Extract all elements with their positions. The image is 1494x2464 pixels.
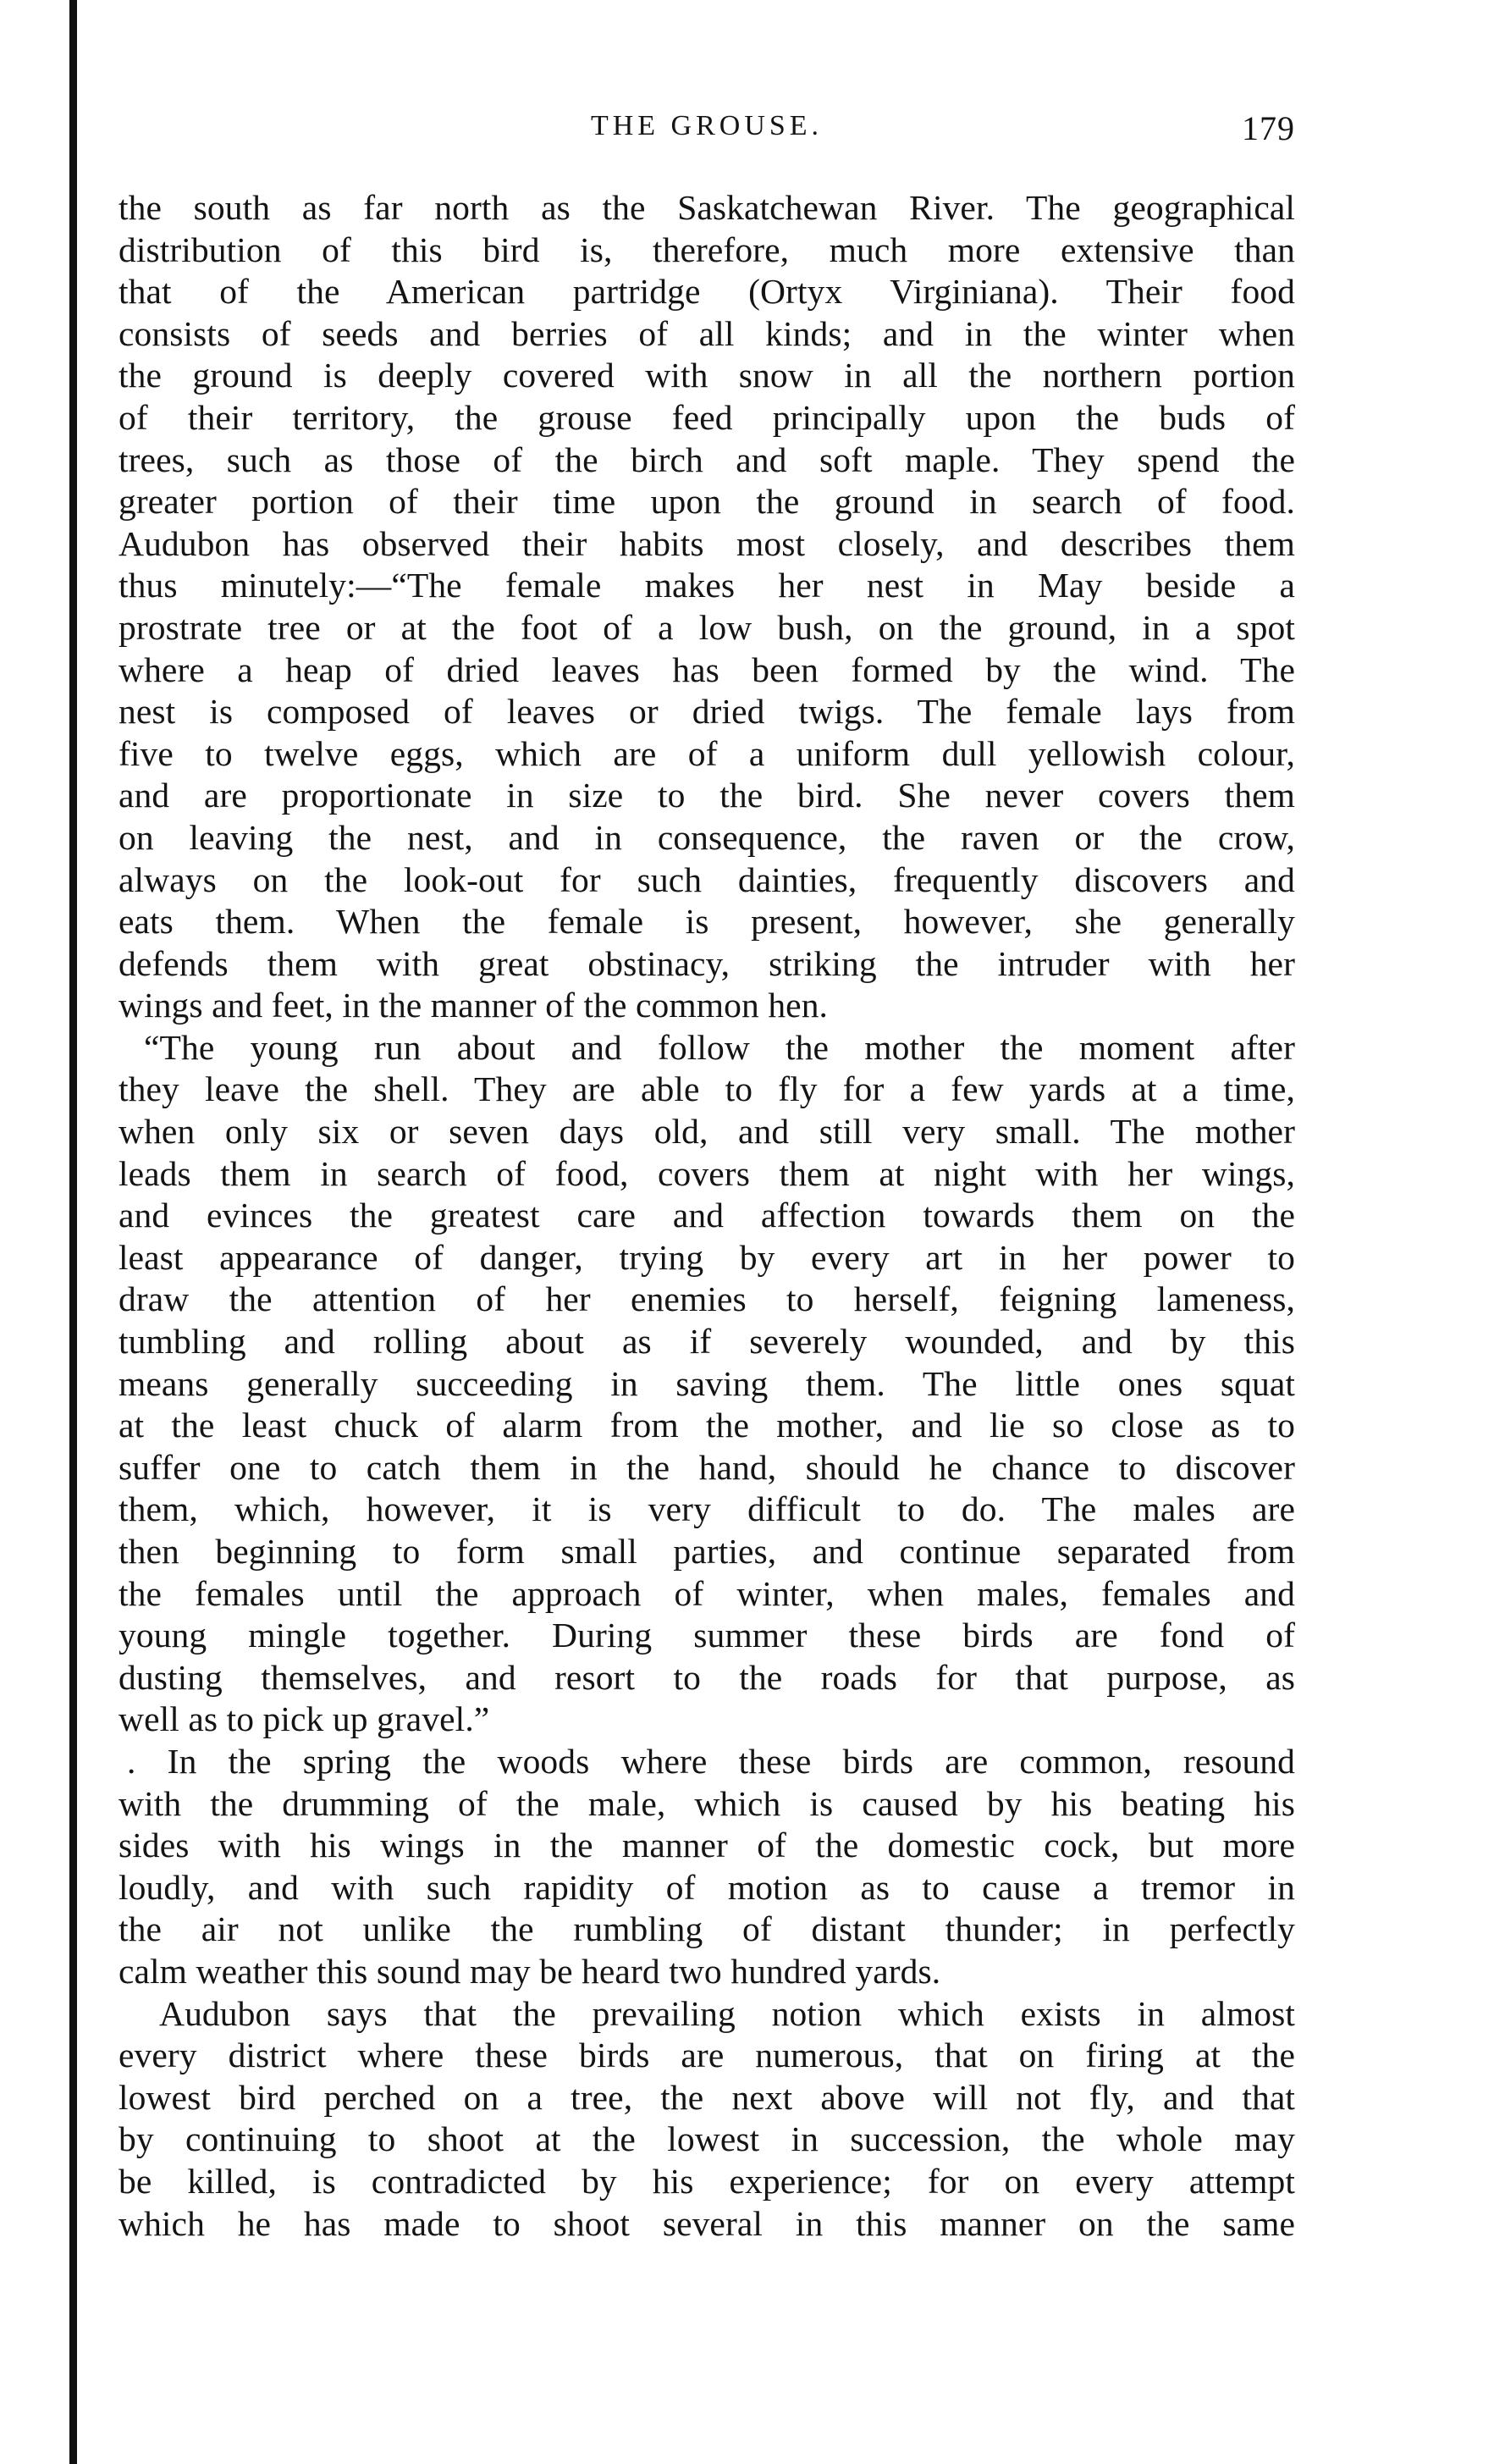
text-line: prostrate tree or at the foot of a low bush, on the ground, in a spot: [119, 607, 1295, 647]
text-line: the females until the approach of winter, when males, females and: [119, 1573, 1295, 1613]
text-line: that of the American partridge (Ortyx Virginiana). Their food: [119, 272, 1295, 312]
text-line: the air not unlike the rumbling of distant thunder; in perfectly: [119, 1909, 1295, 1949]
body-text: [119, 187, 1295, 2245]
text-line: young mingle together. During summer these birds are fond of: [119, 1616, 1295, 1655]
text-line: lowest bird perched on a tree, the next above will not fly, and that: [119, 2077, 1295, 2117]
running-head: [119, 108, 1295, 151]
binding-edge: [69, 0, 77, 2464]
running-title: THE GROUSE.: [590, 110, 824, 141]
text-line: dusting themselves, and resort to the roads for that purpose, as: [119, 1657, 1295, 1697]
text-line: thus minutely:—“The female makes her nest in May beside a: [119, 566, 1295, 605]
text-line: suffer one to catch them in the hand, should he chance to discover: [119, 1447, 1295, 1487]
text-line: at the least chuck of alarm from the mother, and lie so close as to: [119, 1406, 1295, 1445]
text-line: tumbling and rolling about as if severely wounded, and by this: [119, 1322, 1295, 1362]
text-line: trees, such as those of the birch and soft maple. They spend the: [119, 439, 1295, 479]
text-line: Audubon has observed their habits most closely, and describes them: [119, 523, 1295, 563]
text-line: when only six or seven days old, and still very small. The mother: [119, 1112, 1295, 1152]
text-line: which he has made to shoot several in this manner on the same: [119, 2203, 1295, 2243]
text-line: greater portion of their time upon the ground in search of food.: [119, 482, 1295, 522]
text-line: Audubon says that the prevailing notion which exists in almost: [159, 1993, 1295, 2033]
text-line: always on the look-out for such dainties, frequently discovers and: [119, 859, 1295, 899]
text-line: “The young run about and follow the mother the moment after: [144, 1027, 1295, 1067]
text-line: by continuing to shoot at the lowest in succession, the whole may: [119, 2119, 1295, 2159]
text-line: then beginning to form small parties, and continue separated from: [119, 1532, 1295, 1571]
text-line: of their territory, the grouse feed principally upon the buds of: [119, 397, 1295, 437]
text-line: loudly, and with such rapidity of motion as to cause a tremor in: [119, 1867, 1295, 1907]
text-line: consists of seeds and berries of all kinds; and in the winter when: [119, 313, 1295, 353]
text-line: eats them. When the female is present, however, she generally: [119, 902, 1295, 942]
text-line: sides with his wings in the manner of the domestic cock, but more: [119, 1826, 1295, 1865]
text-line: calm weather this sound may be heard two hundred yards.: [119, 1951, 941, 1991]
text-line: nest is composed of leaves or dried twigs. The female lays from: [119, 692, 1295, 732]
text-line: where a heap of dried leaves has been formed by the wind. The: [119, 649, 1295, 689]
text-line: with the drumming of the male, which is caused by his beating his: [119, 1783, 1295, 1823]
text-line: five to twelve eggs, which are of a uniform dull yellowish colour,: [119, 733, 1295, 773]
text-line: on leaving the nest, and in consequence, the raven or the crow,: [119, 817, 1295, 857]
text-line: be killed, is contradicted by his experience; for on every attempt: [119, 2161, 1295, 2201]
page-number: 179: [1242, 109, 1295, 147]
text-line: draw the attention of her enemies to herself, feigning lameness,: [119, 1279, 1295, 1319]
text-line: well as to pick up gravel.”: [119, 1699, 490, 1739]
text-line: they leave the shell. They are able to fly for a few yards at a time,: [119, 1069, 1295, 1109]
text-line: the ground is deeply covered with snow in all the northern portion: [119, 356, 1295, 395]
text-line: the south as far north as the Saskatchewan River. The geographical: [119, 188, 1295, 227]
text-line: defends them with great obstinacy, striking the intruder with her: [119, 943, 1295, 983]
text-line: and evinces the greatest care and affection towards them on the: [119, 1196, 1295, 1235]
text-line: every district where these birds are numerous, that on firing at the: [119, 2036, 1295, 2075]
text-line: means generally succeeding in saving them. The little ones squat: [119, 1363, 1295, 1403]
text-line: and are proportionate in size to the bird. She never covers them: [119, 776, 1295, 815]
text-line: . In the spring the woods where these birds are common, resound: [127, 1741, 1295, 1781]
text-line: wings and feet, in the manner of the common hen.: [119, 986, 829, 1025]
text-line: them, which, however, it is very difficult to do. The males are: [119, 1489, 1295, 1529]
text-line: distribution of this bird is, therefore, much more extensive than: [119, 229, 1295, 269]
text-line: leads them in search of food, covers them at night with her wings,: [119, 1153, 1295, 1193]
text-line: least appearance of danger, trying by every art in her power to: [119, 1237, 1295, 1277]
